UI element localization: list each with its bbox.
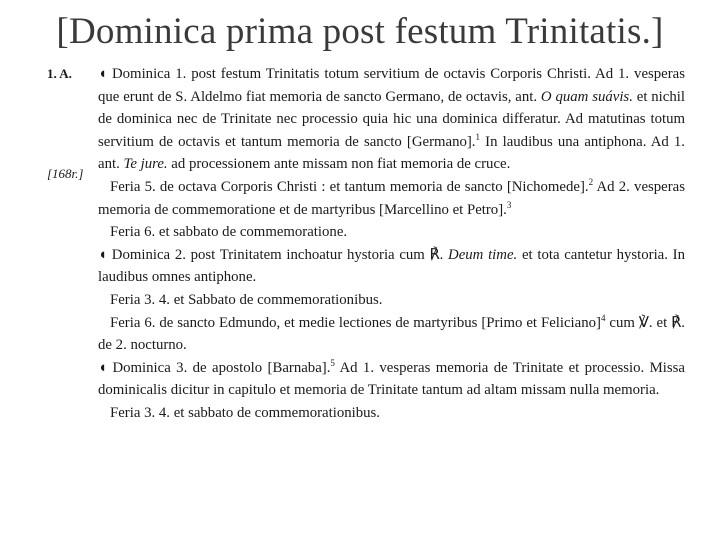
paragraph: [98, 63, 685, 176]
paragraph-text: Ad 2. vesperas memoria de commemoratione et de martyribus [Marcellino et Petro].: [98, 178, 685, 218]
margin-note-1: 1. A.: [47, 66, 72, 81]
italic-incipit: Te jure.: [123, 156, 168, 173]
page-title: [Dominica prima post festum Trinitatis.]: [56, 11, 664, 52]
paragraph-text: Dominica 2. post Trinitatem inchoatur hystoria cum ℟.: [107, 246, 449, 263]
paragraph-text: cum ℣. et ℟. de 2. nocturno.: [98, 314, 685, 354]
paragraph-text: Feria 6. et sabbato de commemoratione.: [110, 224, 348, 241]
footnote-ref: 5: [330, 357, 335, 368]
paragraph-text: Dominica 1. post festum Trinitatis totum servitium de octavis Corporis Christi. Ad 1. vesperas que erunt de S. Aldelmo fiat memoria de sancto Germano, de octavis, ant.: [98, 66, 685, 105]
paragraph-text: Feria 6. de sancto Edmundo, et medie lectiones de martyribus [Primo et Feliciano]: [110, 314, 601, 331]
paragraph-text: et nichil de dominica nec de Trinitate nec processio quia hic una dominica differatur. Ad matutinas totum servitium de octavis et tantum memoria de sancto [Germano].: [98, 88, 685, 150]
pilcrow-mark-icon: ◖: [98, 359, 108, 376]
paragraph-text: et tota cantetur hystoria. In laudibus omnes antiphone.: [98, 246, 685, 286]
margin-folio-note: [168r.]: [47, 166, 84, 181]
pilcrow-mark-icon: ◖: [98, 66, 108, 82]
paragraph: [98, 402, 685, 425]
paragraph: [98, 221, 685, 244]
pilcrow-mark-icon: ◖: [98, 246, 108, 263]
document-body: [98, 63, 685, 425]
paragraph-text: Feria 3. 4. et sabbato de commemorationibus.: [110, 404, 380, 421]
footnote-ref: 3: [506, 199, 512, 210]
italic-incipit: O quam suávis.: [540, 88, 633, 105]
paragraph: [98, 176, 685, 221]
footnote-ref: 1: [475, 131, 481, 142]
footnote-ref: 4: [600, 312, 606, 323]
paragraph-text: Feria 3. 4. et Sabbato de commemorationibus.: [110, 291, 383, 308]
italic-incipit: Deum time.: [448, 246, 518, 263]
paragraph-text: Ad 1. vesperas memoria de Trinitate et processio. Missa dominicalis dicitur in capitulo et memoria de Trinitate tantum ad altam missam nulla memoria.: [98, 359, 685, 399]
paragraph: [98, 289, 685, 312]
paragraph: [98, 244, 685, 289]
paragraph-text: Feria 5. de octava Corporis Christi : et tantum memoria de sancto [Nichomede].: [110, 178, 589, 195]
paragraph-text: ad processionem ante missam non fiat memoria de cruce.: [167, 156, 511, 173]
paragraph-text: Dominica 3. de apostolo [Barnaba].: [107, 359, 331, 376]
footnote-ref: 2: [588, 176, 594, 187]
paragraph-text: In laudibus una antiphona. Ad 1. ant.: [98, 133, 686, 173]
paragraph: [98, 312, 685, 357]
paragraph: [98, 357, 685, 402]
